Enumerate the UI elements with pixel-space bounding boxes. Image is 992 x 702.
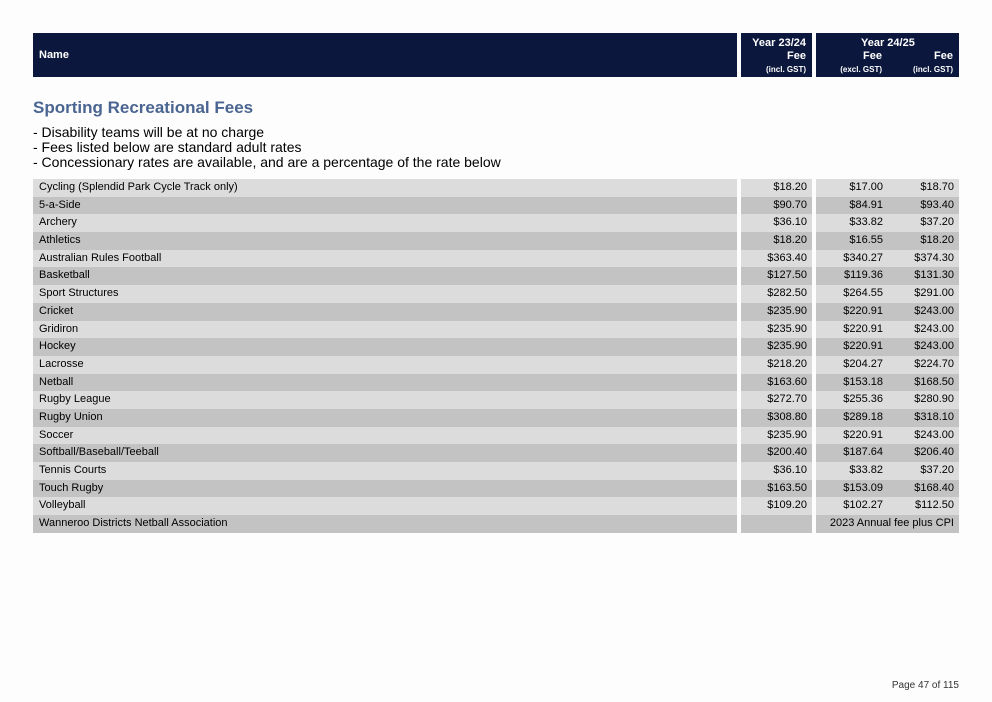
row-fee-2425-cell — [816, 232, 959, 250]
row-fee-2324: $90.70 — [741, 197, 812, 215]
note-line: - Fees listed below are standard adult rates — [33, 139, 302, 155]
row-name: Archery — [33, 214, 737, 232]
row-fee-excl: $340.27 — [843, 251, 883, 264]
table-row — [33, 250, 959, 268]
header-name-cell — [33, 33, 737, 77]
row-name: Cycling (Splendid Park Cycle Track only) — [33, 179, 737, 197]
row-fee-excl: $153.09 — [843, 481, 883, 494]
row-fee-incl: $37.20 — [920, 464, 954, 476]
row-fee-2425-cell — [816, 374, 959, 392]
row-fee-incl: $224.70 — [914, 357, 954, 370]
row-fee-2425-cell — [816, 267, 959, 285]
header-name-label: Name — [39, 49, 69, 61]
row-fee-excl: $220.91 — [843, 304, 883, 317]
row-name: Gridiron — [33, 321, 737, 339]
table-row — [33, 232, 959, 250]
row-fee-2324: $200.40 — [741, 444, 812, 462]
row-name: Athletics — [33, 232, 737, 250]
row-name: 5-a-Side — [33, 197, 737, 215]
header-year1-cell — [741, 33, 812, 77]
row-fee-2324: $18.20 — [741, 232, 812, 250]
header-year2-sub-incl: (incl. GST) — [913, 65, 953, 74]
row-fee-2425-cell — [816, 356, 959, 374]
row-fee-incl: $291.00 — [914, 287, 954, 300]
row-fee-excl: $16.55 — [849, 234, 883, 247]
row-fee-excl: $220.91 — [843, 322, 883, 335]
row-name: Australian Rules Football — [33, 250, 737, 268]
row-fee-2425-cell — [816, 444, 959, 462]
table-row — [33, 444, 959, 462]
row-fee-2425-cell — [816, 250, 959, 268]
row-fee-2425-cell — [816, 285, 959, 303]
row-fee-incl: $112.50 — [915, 499, 954, 512]
row-fee-excl: $289.18 — [843, 410, 883, 423]
row-fee-incl: $37.20 — [920, 216, 954, 229]
note-line: - Disability teams will be at no charge — [33, 124, 265, 140]
row-fee-2425-cell — [816, 462, 959, 480]
row-fee-2324: $363.40 — [741, 250, 812, 268]
header-year1-label: Year 23/24 — [752, 37, 806, 49]
fees-table — [33, 179, 959, 533]
row-name: Basketball — [33, 267, 737, 285]
row-fee-2324: $163.50 — [741, 480, 812, 498]
row-fee-2425-cell — [816, 480, 959, 498]
table-row — [33, 356, 959, 374]
row-fee-2324-empty — [741, 515, 812, 533]
row-name: Softball/Baseball/Teeball — [33, 444, 737, 462]
row-fee-incl: $243.00 — [914, 428, 954, 441]
row-name: Lacrosse — [33, 356, 737, 374]
row-fee-note: 2023 Annual fee plus CPI — [829, 517, 954, 530]
table-header — [33, 33, 959, 77]
table-row — [33, 427, 959, 445]
row-fee-excl: $187.64 — [843, 446, 883, 459]
row-name: Netball — [33, 374, 737, 392]
row-fee-2324: $235.90 — [741, 338, 812, 356]
row-fee-incl: $280.90 — [914, 393, 954, 406]
row-name: Sport Structures — [33, 285, 737, 303]
row-fee-excl: $220.91 — [843, 340, 883, 353]
row-fee-2324: $18.20 — [741, 179, 812, 197]
table-row — [33, 214, 959, 232]
table-row — [33, 338, 959, 356]
row-fee-excl: $17.00 — [849, 181, 883, 193]
table-row — [33, 321, 959, 339]
header-year2-sub-excl: (excl. GST) — [840, 65, 882, 74]
row-fee-incl: $243.00 — [914, 340, 954, 353]
row-fee-excl: $204.27 — [843, 357, 883, 370]
row-name: Touch Rugby — [33, 480, 737, 498]
table-row — [33, 197, 959, 215]
row-name: Rugby League — [33, 391, 737, 409]
header-year2-fee-excl: Fee — [863, 50, 882, 62]
row-fee-incl: $93.40 — [920, 198, 954, 211]
row-fee-incl: $243.00 — [914, 322, 954, 335]
table-row — [33, 515, 959, 533]
section-title: Sporting Recreational Fees — [33, 98, 254, 117]
row-fee-excl: $119.36 — [844, 269, 883, 282]
row-fee-2425-cell — [816, 197, 959, 215]
note-line: - Concessionary rates are available, and are a percentage of the rate below — [33, 154, 501, 170]
row-fee-2324: $109.20 — [741, 497, 812, 515]
row-fee-incl: $206.40 — [914, 446, 954, 459]
row-fee-2425-cell — [816, 321, 959, 339]
row-fee-incl: $243.00 — [914, 304, 954, 317]
row-fee-incl: $374.30 — [914, 251, 954, 264]
row-fee-2425-cell — [816, 391, 959, 409]
row-fee-2425-cell — [816, 303, 959, 321]
row-fee-2425-cell — [816, 497, 959, 515]
table-row — [33, 480, 959, 498]
row-fee-2425-cell — [816, 179, 959, 197]
page-number: Page 47 of 115 — [891, 680, 959, 691]
row-name: Rugby Union — [33, 409, 737, 427]
row-fee-2425-cell — [816, 515, 959, 533]
header-year1-sub: (incl. GST) — [766, 65, 806, 74]
row-fee-incl: $168.50 — [914, 375, 954, 388]
header-year2-cell — [816, 33, 959, 77]
table-row — [33, 462, 959, 480]
row-fee-2324: $127.50 — [741, 267, 812, 285]
row-fee-incl: $318.10 — [914, 410, 954, 423]
row-name: Wanneroo Districts Netball Association — [33, 515, 737, 533]
row-fee-2324: $272.70 — [741, 391, 812, 409]
row-fee-2324: $235.90 — [741, 321, 812, 339]
row-fee-2324: $36.10 — [741, 462, 812, 480]
row-fee-incl: $18.20 — [920, 234, 954, 247]
table-row — [33, 497, 959, 515]
row-fee-2324: $36.10 — [741, 214, 812, 232]
table-row — [33, 267, 959, 285]
row-fee-2324: $282.50 — [741, 285, 812, 303]
table-row — [33, 374, 959, 392]
row-name: Volleyball — [33, 497, 737, 515]
section-notes — [33, 125, 501, 170]
row-fee-excl: $220.91 — [843, 428, 883, 441]
row-fee-incl: $18.70 — [920, 181, 954, 193]
row-fee-incl: $131.30 — [914, 269, 954, 282]
row-fee-2324: $163.60 — [741, 374, 812, 392]
row-fee-2324: $308.80 — [741, 409, 812, 427]
table-row — [33, 303, 959, 321]
row-name: Hockey — [33, 338, 737, 356]
row-fee-incl: $168.40 — [914, 481, 954, 494]
row-fee-excl: $33.82 — [849, 216, 883, 229]
row-fee-excl: $84.91 — [849, 198, 883, 211]
header-year2-fee-incl: Fee — [934, 50, 953, 62]
row-fee-excl: $264.55 — [843, 287, 883, 300]
header-year1-fee: Fee — [787, 50, 806, 62]
row-fee-2425-cell — [816, 214, 959, 232]
row-fee-excl: $33.82 — [849, 464, 883, 476]
row-fee-2425-cell — [816, 409, 959, 427]
row-name: Tennis Courts — [33, 462, 737, 480]
table-row — [33, 285, 959, 303]
row-fee-excl: $102.27 — [843, 499, 883, 512]
row-fee-2324: $218.20 — [741, 356, 812, 374]
row-fee-2324: $235.90 — [741, 427, 812, 445]
header-year2-label: Year 24/25 — [861, 37, 915, 49]
row-fee-2324: $235.90 — [741, 303, 812, 321]
row-fee-2425-cell — [816, 338, 959, 356]
row-name: Soccer — [33, 427, 737, 445]
row-fee-2425-cell — [816, 427, 959, 445]
table-row — [33, 409, 959, 427]
row-fee-excl: $153.18 — [843, 375, 883, 388]
table-row — [33, 179, 959, 197]
row-fee-excl: $255.36 — [843, 393, 883, 406]
row-name: Cricket — [33, 303, 737, 321]
table-row — [33, 391, 959, 409]
